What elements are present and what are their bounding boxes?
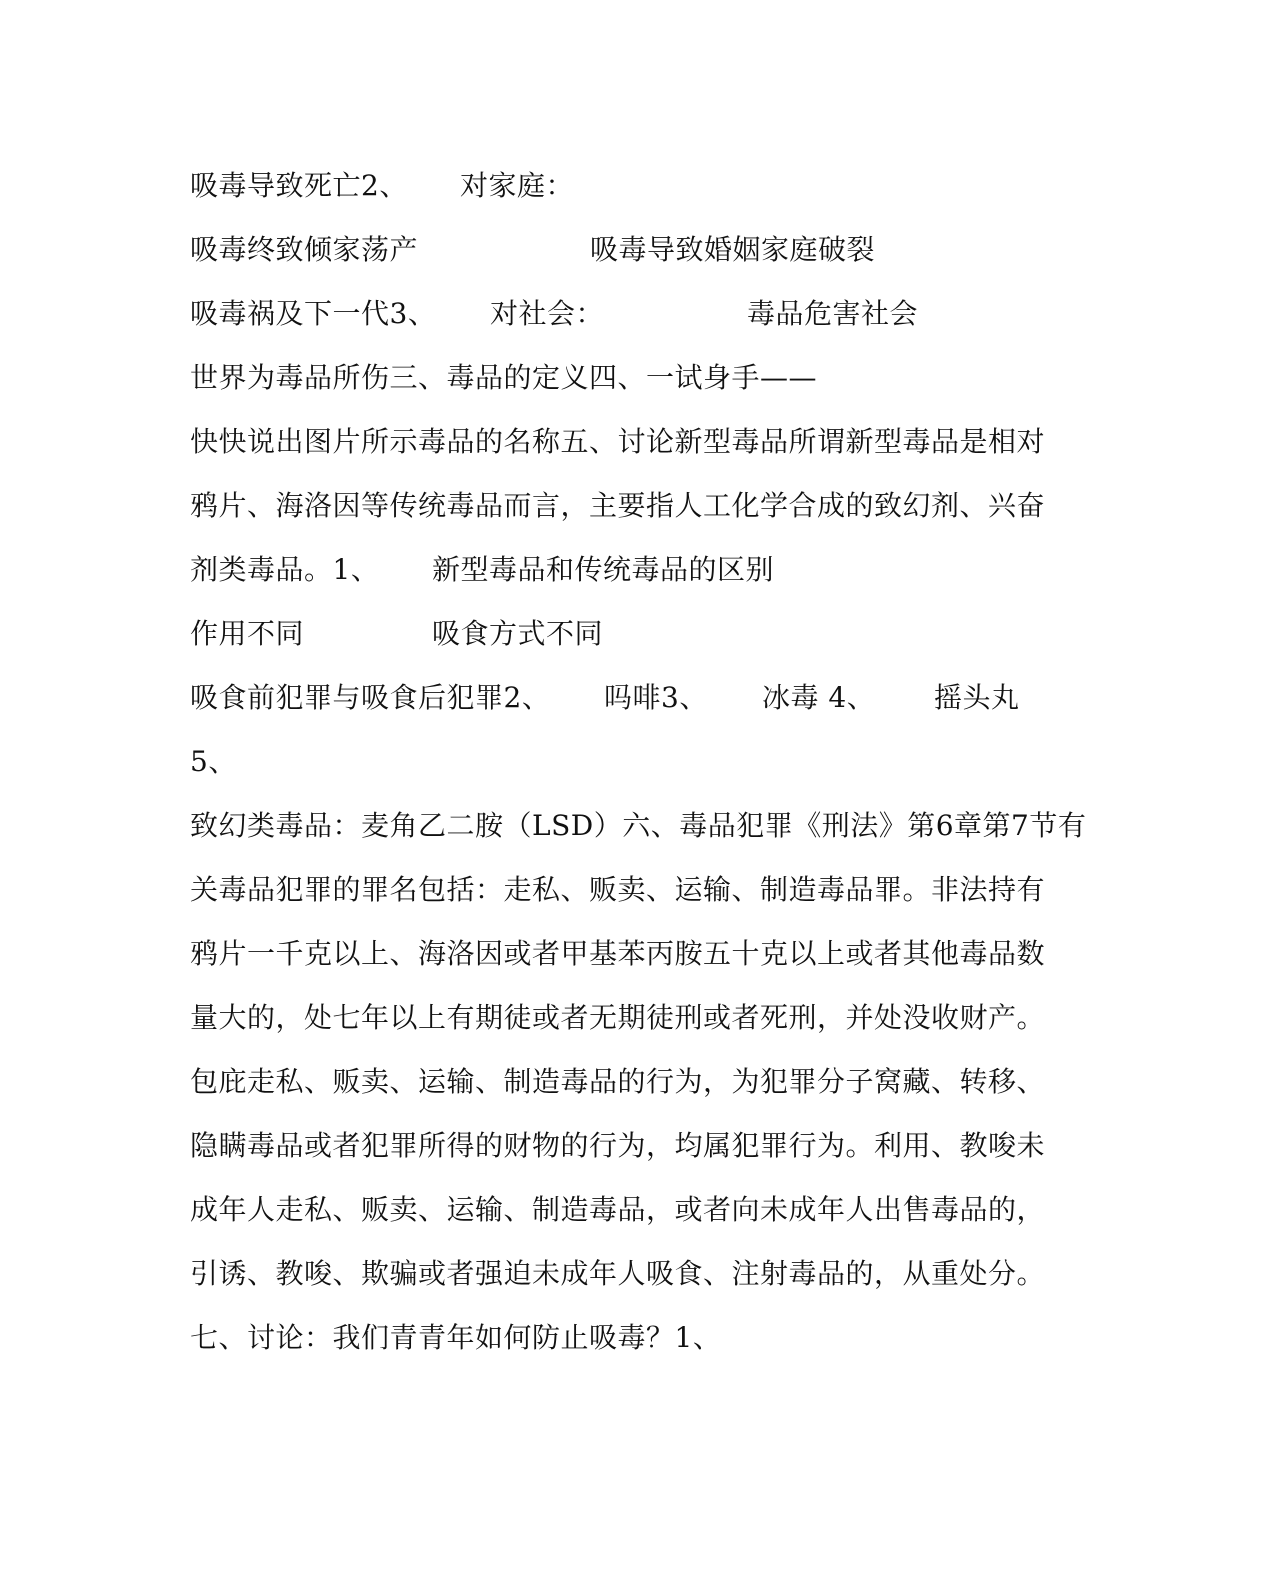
text-segment: 吸毒导致死亡2、 bbox=[190, 169, 408, 202]
text-segment: 世界为毒品所伤三、毒品的定义四、一试身手—— bbox=[190, 361, 818, 394]
text-segment: 包庇走私、贩卖、运输、制造毒品的行为，为犯罪分子窝藏、转移、 bbox=[190, 1065, 1046, 1098]
text-segment: 吸食方式不同 bbox=[432, 617, 604, 650]
text-segment: 关毒品犯罪的罪名包括：走私、贩卖、运输、制造毒品罪。非法持有 bbox=[190, 873, 1046, 906]
text-segment: 新型毒品和传统毒品的区别 bbox=[432, 553, 775, 586]
text-segment: 摇头丸 bbox=[934, 681, 1020, 714]
text-segment: 吸毒祸及下一代3、 bbox=[190, 297, 437, 330]
text-segment: 成年人走私、贩卖、运输、制造毒品，或者向未成年人出售毒品的， bbox=[190, 1193, 1046, 1226]
text-segment: 吸毒终致倾家荡产 bbox=[190, 233, 419, 266]
text-segment: 吸毒导致婚姻家庭破裂 bbox=[590, 233, 876, 266]
text-segment: 吗啡3、 bbox=[604, 681, 708, 714]
text-segment: 七、讨论：我们青青年如何防止吸毒？1、 bbox=[190, 1321, 722, 1354]
text-segment: 毒品危害社会 bbox=[747, 297, 919, 330]
text-segment: 作用不同 bbox=[190, 617, 305, 650]
text-segment: 鸦片一千克以上、海洛因或者甲基苯丙胺五十克以上或者其他毒品数 bbox=[190, 937, 1046, 970]
text-segment: 鸦片、海洛因等传统毒品而言，主要指人工化学合成的致幻剂、兴奋 bbox=[190, 489, 1046, 522]
text-segment: 量大的，处七年以上有期徒或者无期徒刑或者死刑，并处没收财产。 bbox=[190, 1001, 1046, 1034]
text-segment: 5、 bbox=[190, 745, 237, 778]
text-segment: 隐瞒毒品或者犯罪所得的财物的行为，均属犯罪行为。利用、教唆未 bbox=[190, 1129, 1046, 1162]
text-segment: 引诱、教唆、欺骗或者强迫未成年人吸食、注射毒品的，从重处分。 bbox=[190, 1257, 1046, 1290]
text-segment: 对家庭： bbox=[460, 169, 575, 202]
text-segment: 吸食前犯罪与吸食后犯罪2、 bbox=[190, 681, 551, 714]
text-segment: 对社会： bbox=[490, 297, 605, 330]
text-segment: 冰毒 4、 bbox=[762, 681, 876, 714]
text-segment: 快快说出图片所示毒品的名称五、讨论新型毒品所谓新型毒品是相对 bbox=[190, 425, 1046, 458]
text-segment: 致幻类毒品：麦角乙二胺（LSD）六、毒品犯罪《刑法》第6章第7节有 bbox=[190, 809, 1087, 842]
text-segment: 剂类毒品。1、 bbox=[190, 553, 380, 586]
